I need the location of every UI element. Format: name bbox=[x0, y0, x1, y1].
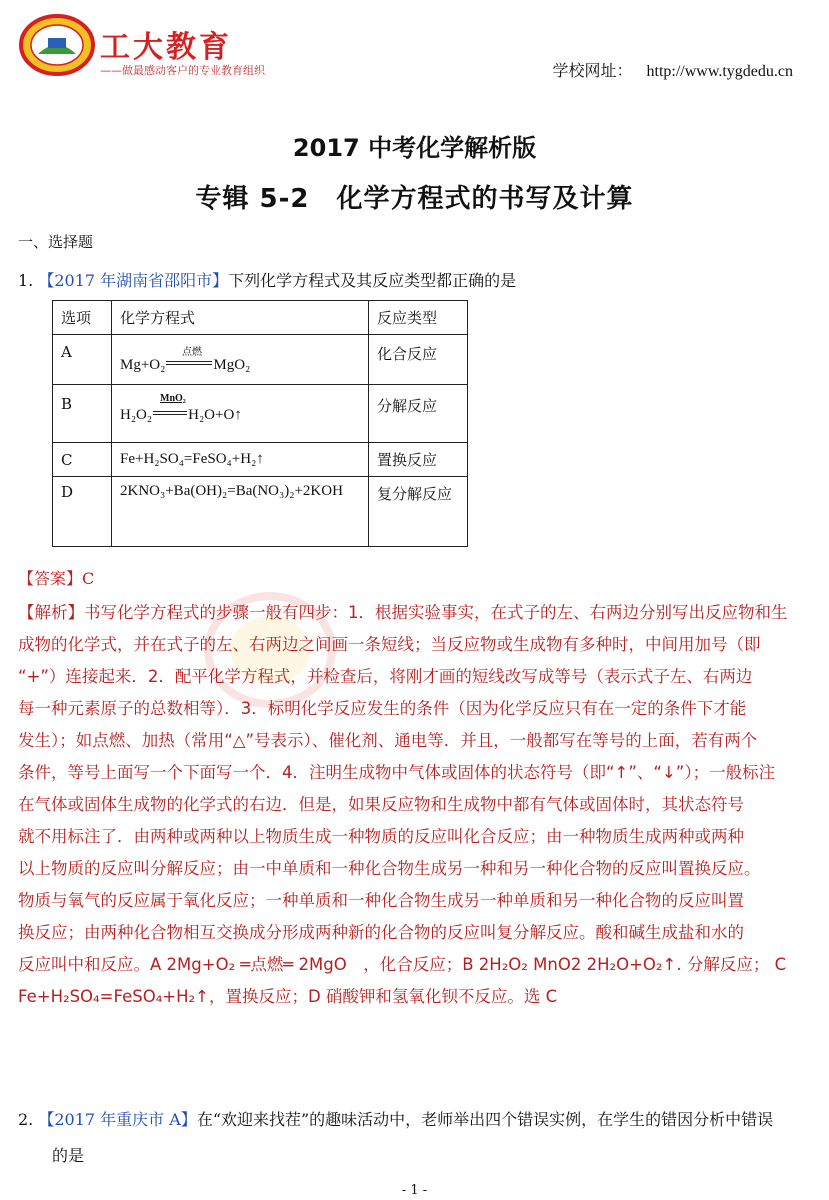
analysis-line: 成物的化学式，并在式子的左、右两边之间画一条短线；当反应物或生成物有多种时，中间用加号（即 bbox=[18, 635, 761, 654]
reaction-condition: 点燃 bbox=[182, 347, 202, 358]
school-url-line bbox=[552, 58, 793, 81]
equation: H₂O₂ MnO₂ H₂O+O↑ bbox=[120, 393, 242, 423]
analysis-line: 【解析】书写化学方程式的步骤一般有四步：1．根据实验事实，在式子的左、右两边分别写出反应物和生 bbox=[18, 603, 788, 622]
equation: Mg+O₂ 点燃 MgO₂ bbox=[120, 357, 250, 373]
question-number: 1. bbox=[18, 271, 34, 290]
analysis-line: 条件，等号上面写一个下面写一个．4．注明生成物中气体或固体的状态符号（即“↑”、“↓”）；一般标注 bbox=[18, 763, 776, 782]
answer: 【答案】C bbox=[18, 569, 95, 588]
table-row bbox=[53, 335, 468, 385]
question-number: 2. bbox=[18, 1110, 34, 1129]
analysis-line: 以上物质的反应叫分解反应；由一中单质和一种化合物生成另一种和另一种化合物的反应叫置换反应。 bbox=[18, 859, 761, 878]
analysis-line: Fe+H₂SO₄=FeSO₄+H₂↑，置换反应；D 硝酸钾和氢氧化钡不反应。选 C bbox=[18, 987, 558, 1006]
document-subtitle: 专辑 5-2 化学方程式的书写及计算 bbox=[195, 184, 634, 214]
option-label: C bbox=[53, 443, 112, 477]
reaction-type: 置换反应 bbox=[369, 443, 468, 477]
table-row bbox=[53, 385, 468, 443]
table-header: 反应类型 bbox=[369, 301, 468, 335]
reaction-type: 分解反应 bbox=[369, 385, 468, 443]
table-row bbox=[53, 443, 468, 477]
table-header: 化学方程式 bbox=[112, 301, 369, 335]
option-label: D bbox=[53, 477, 112, 547]
question-text-continued: 的是 bbox=[52, 1146, 85, 1165]
logo bbox=[18, 14, 96, 76]
reaction-type: 化合反应 bbox=[369, 335, 468, 385]
analysis-line: 换反应；由两种化合物相互交换成分形成两种新的化合物的反应叫复分解反应。酸和碱生成盐和水的 bbox=[18, 923, 744, 942]
analysis-line: 每一种元素原子的总数相等）．3．标明化学反应发生的条件（因为化学反应只有在一定的条件下才能 bbox=[18, 699, 747, 718]
analysis-line: 发生）；如点燃、加热（常用“△”号表示）、催化剂、通电等．并且，一般都写在等号的上面，若有两个 bbox=[18, 731, 758, 750]
equals-sign bbox=[153, 411, 187, 415]
option-label: A bbox=[53, 335, 112, 385]
analysis bbox=[18, 597, 808, 1013]
question-source: 【2017 年湖南省邵阳市】 bbox=[38, 271, 229, 290]
question-text: 在“欢迎来找茬”的趣味活动中，老师举出四个错误实例，在学生的错因分析中错误 bbox=[196, 1110, 774, 1129]
option-label: B bbox=[53, 385, 112, 443]
analysis-line: 物质与氧气的反应属于氧化反应；一种单质和一种化合物生成另一种单质和另一种化合物的反应叫置 bbox=[18, 891, 744, 910]
reaction-type: 复分解反应 bbox=[369, 477, 468, 547]
question-text: 下列化学方程式及其反应类型都正确的是 bbox=[228, 271, 517, 290]
brand-slogan: ——做最感动客户的专业教育组织 bbox=[100, 64, 265, 77]
question-source: 【2017 年重庆市 A】 bbox=[38, 1110, 197, 1129]
document-title: 2017 中考化学解析版 bbox=[292, 134, 537, 162]
analysis-line: “+”）连接起来．2．配平化学方程式，并检查后，将刚才画的短线改写成等号（表示式子左、右两边 bbox=[18, 667, 753, 686]
options-table bbox=[52, 300, 468, 547]
equals-sign bbox=[166, 361, 212, 365]
analysis-line: 就不用标注了．由两种或两种以上物质生成一种物质的反应叫化合反应；由一种物质生成两种或两种 bbox=[18, 827, 744, 846]
equation: Fe+H₂SO₄=FeSO₄+H₂↑ bbox=[112, 443, 369, 477]
equation: 2KNO₃+Ba(OH)₂=Ba(NO₃)₂+2KOH bbox=[112, 477, 369, 547]
table-row bbox=[53, 477, 468, 547]
analysis-line: 在气体或固体生成物的化学式的右边．但是，如果反应物和生成物中都有气体或固体时，其状态符号 bbox=[18, 795, 744, 814]
table-header: 选项 bbox=[53, 301, 112, 335]
question-2 bbox=[18, 1107, 773, 1130]
page-number: - 1 - bbox=[401, 1183, 428, 1198]
analysis-line: 反应叫中和反应。A 2Mg+O₂ ═点燃═ 2MgO ，化合反应；B 2H₂O₂ MnO2 2H₂O+O₂↑. 分解反应； C bbox=[18, 955, 787, 974]
school-url-label: 学校网址： bbox=[552, 61, 633, 80]
question-1 bbox=[18, 268, 516, 291]
school-url-link[interactable]: http://www.tygdedu.cn bbox=[646, 63, 793, 80]
reaction-condition: MnO₂ bbox=[160, 393, 186, 404]
section-heading: 一、选择题 bbox=[18, 233, 94, 251]
brand-name: 工大教育 bbox=[100, 30, 232, 65]
